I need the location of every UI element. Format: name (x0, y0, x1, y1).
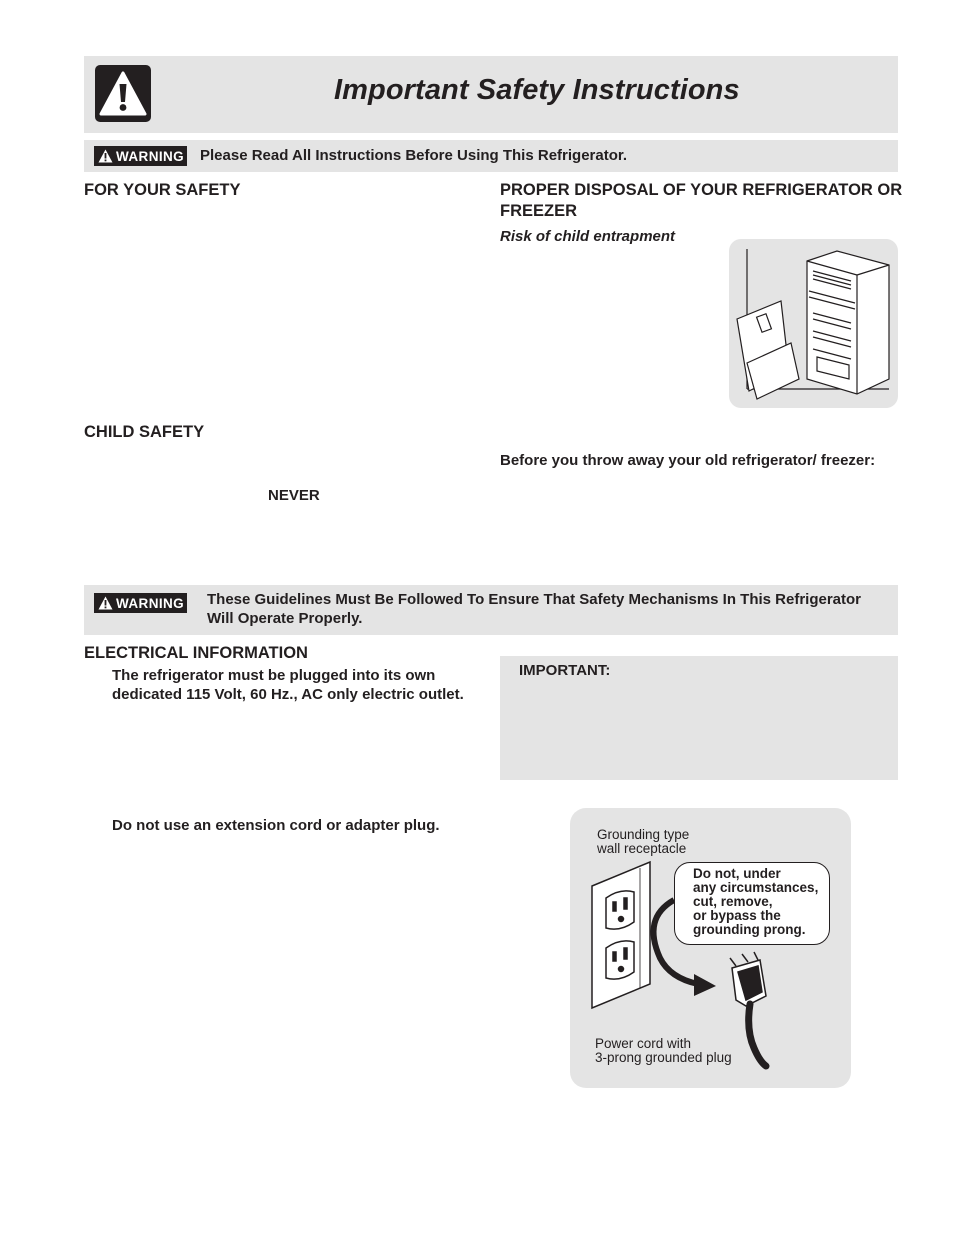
page-title: Important Safety Instructions (334, 74, 740, 106)
child-safety-heading: CHILD SAFETY (84, 423, 205, 441)
warning-badge-label: WARNING (116, 595, 185, 611)
callout-line3: cut, remove, (693, 894, 773, 909)
important-label: IMPORTANT: (519, 662, 611, 679)
receptacle-label-line2: wall receptacle (597, 841, 687, 856)
disposal-heading-line2: FREEZER (500, 202, 578, 220)
callout-line4: or bypass the (693, 908, 781, 923)
electrical-text-line1: The refrigerator must be plugged into its own (112, 667, 436, 684)
warning-triangle-icon (94, 64, 152, 123)
warning-badge (94, 146, 187, 166)
warning-badge-label: WARNING (116, 148, 185, 164)
callout-line5: grounding prong. (693, 922, 806, 937)
power-cord-label-line1: Power cord with (595, 1036, 692, 1051)
disposal-heading-line1: PROPER DISPOSAL OF YOUR REFRIGERATOR OR (500, 181, 903, 199)
receptacle-label-line1: Grounding type (597, 827, 690, 842)
warning-guidelines-line1: These Guidelines Must Be Followed To Ensure That Safety Mechanisms In This Refrigerator (207, 591, 862, 608)
refrigerator-door-removed-icon (729, 239, 898, 408)
electrical-text-line2: dedicated 115 Volt, 60 Hz., AC only electric outlet. (112, 686, 464, 703)
never-label: NEVER (268, 487, 320, 504)
callout-line2: any circumstances, (693, 880, 819, 895)
electrical-information-heading: ELECTRICAL INFORMATION (84, 644, 308, 662)
before-throw-away-text: Before you throw away your old refrigerator/ freezer: (500, 452, 876, 469)
no-extension-cord-text: Do not use an extension cord or adapter plug. (112, 817, 440, 834)
for-your-safety-heading: FOR YOUR SAFETY (84, 181, 241, 199)
warning-badge (94, 593, 187, 613)
warning-guidelines-line2: Will Operate Properly. (207, 610, 363, 627)
warning-small-icon (98, 149, 113, 163)
refrigerator-disposal-illustration (729, 239, 898, 408)
warning-small-icon (98, 596, 113, 610)
warning-read-instructions-text: Please Read All Instructions Before Using This Refrigerator. (200, 147, 628, 164)
callout-line1: Do not, under (693, 866, 781, 881)
power-cord-label-line2: 3-prong grounded plug (595, 1050, 732, 1065)
disposal-subheading: Risk of child entrapment (500, 228, 676, 245)
